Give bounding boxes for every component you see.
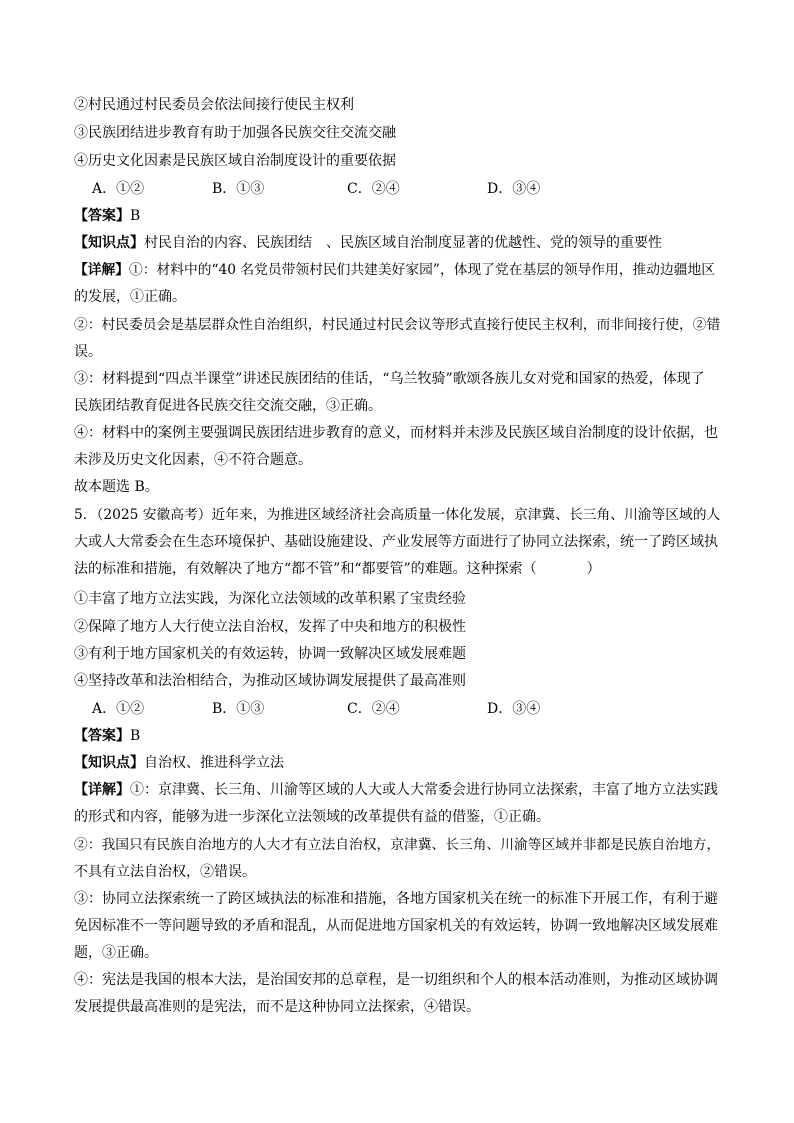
q5-stem-close: ）: [586, 561, 601, 577]
q5-stem-line: [74, 559, 601, 579]
answer-tag: 【答案】: [74, 728, 130, 744]
q4-answer: [74, 206, 140, 226]
knowledge-text: 自治权、推进科学立法: [144, 755, 284, 771]
q5-option-a: A．①②: [92, 701, 145, 717]
q5-statement-1: ①丰富了地方立法实践，为深化立法领域的改革积累了宝贵经验: [74, 591, 466, 607]
q5-stem-text: 法的标准和措施，有效解决了地方“都不管”和“都要管”的难题。这种探索（: [74, 561, 537, 577]
q4-statement-4: ④历史文化因素是民族区域自治制度设计的重要依据: [74, 153, 396, 169]
q5-statement-4: ④坚持改革和法治相结合，为推动区域协调发展提供了最高准则: [74, 673, 466, 689]
q4-detail-line: 的发展，①正确。: [74, 289, 186, 305]
q4-detail-line: ④：材料中的案例主要强调民族团结进步教育的意义，而材料并未涉及民族区域自治制度的设计依据，也: [74, 425, 718, 441]
q4-option-c: C．②④: [347, 181, 400, 197]
q5-detail-line: [74, 780, 718, 800]
detail-tag: 【详解】: [74, 782, 130, 798]
q4-detail-line: 民族团结教育促进各民族交往交流交融，③正确。: [74, 398, 382, 414]
detail-text: ①：京津冀、长三角、川渝等区域的人大或人大常委会进行协同立法探索，丰富了地方立法实践: [130, 782, 718, 798]
q4-knowledge: [74, 233, 662, 253]
answer-value: B: [130, 728, 141, 744]
q5-detail-line: 免因标准不一等问题导致的矛盾和混乱，从而促进地方国家机关的有效运转，协调一致地解决区域发展难: [74, 918, 718, 934]
q5-stem-line: 大或人大常委会在生态环境保护、基础设施建设、产业发展等方面进行了协同立法探索，统一了跨区域执: [74, 534, 718, 550]
knowledge-tag: 【知识点】: [74, 755, 144, 771]
q5-option-d: D．③④: [487, 701, 541, 717]
q4-option-b: B．①③: [212, 181, 265, 197]
q5-answer: [74, 726, 140, 746]
q4-conclusion: 故本题选 B。: [74, 479, 159, 495]
q4-option-d: D．③④: [487, 181, 541, 197]
q4-detail-line: [74, 260, 715, 280]
q5-detail-line: ④：宪法是我国的根本大法，是治国安邦的总章程，是一切组织和个人的根本活动准则，为推动区域协调: [74, 972, 718, 988]
q4-detail-line: 误。: [74, 344, 102, 360]
q4-detail-line: ③：材料提到“四点半课堂”讲述民族团结的佳话，“乌兰牧骑”歌颂各族儿女对党和国家的热爱，体现了: [74, 371, 705, 387]
q4-statement-2: ②村民通过村民委员会依法间接行使民主权利: [74, 97, 354, 113]
q5-detail-line: 不具有立法自治权，②错误。: [74, 864, 256, 880]
knowledge-text: 村民自治的内容、民族团结 、民族区域自治制度显著的优越性、党的领导的重要性: [144, 235, 662, 251]
q5-detail-line: ③：协同立法探索统一了跨区域执法的标准和措施，各地方国家机关在统一的标准下开展工作，有利于避: [74, 891, 718, 907]
q5-detail-line: 题，③正确。: [74, 945, 158, 961]
answer-value: B: [130, 208, 141, 224]
q5-detail-line: ②：我国只有民族自治地方的人大才有立法自治权，京津冀、长三角、川渝等区域并非都是民族自治地方，: [74, 837, 721, 853]
q5-knowledge: [74, 753, 284, 773]
knowledge-tag: 【知识点】: [74, 235, 144, 251]
q4-option-a: A．①②: [92, 181, 145, 197]
q5-option-b: B．①③: [212, 701, 265, 717]
q5-detail-line: 的形式和内容，能够为进一步深化立法领域的改革提供有益的借鉴，①正确。: [74, 809, 550, 825]
q4-statement-3: ③民族团结进步教育有助于加强各民族交往交流交融: [74, 125, 396, 141]
detail-text: ①：材料中的“40 名党员带领村民们共建美好家园”，体现了党在基层的领导作用，推动边疆地区: [129, 262, 715, 278]
q4-detail-line: ②：村民委员会是基层群众性自治组织，村民通过村民会议等形式直接行使民主权利，而非间接行使，②错: [74, 317, 721, 333]
detail-tag: 【详解】: [74, 262, 130, 278]
answer-tag: 【答案】: [74, 208, 130, 224]
q5-option-c: C．②④: [347, 701, 400, 717]
q5-statement-3: ③有利于地方国家机关的有效运转，协调一致解决区域发展难题: [74, 646, 466, 662]
q4-detail-line: 未涉及历史文化因素，④不符合题意。: [74, 452, 312, 468]
q5-stem-line: 5．（2025 安徽高考）近年来，为推进区域经济社会高质量一体化发展，京津冀、长三角、川渝等区域的人: [74, 507, 721, 523]
q5-detail-line: 发展提供最高准则的是宪法，而不是这种协同立法探索，④错误。: [74, 999, 480, 1015]
q5-statement-2: ②保障了地方人大行使立法自治权，发挥了中央和地方的积极性: [74, 619, 466, 635]
